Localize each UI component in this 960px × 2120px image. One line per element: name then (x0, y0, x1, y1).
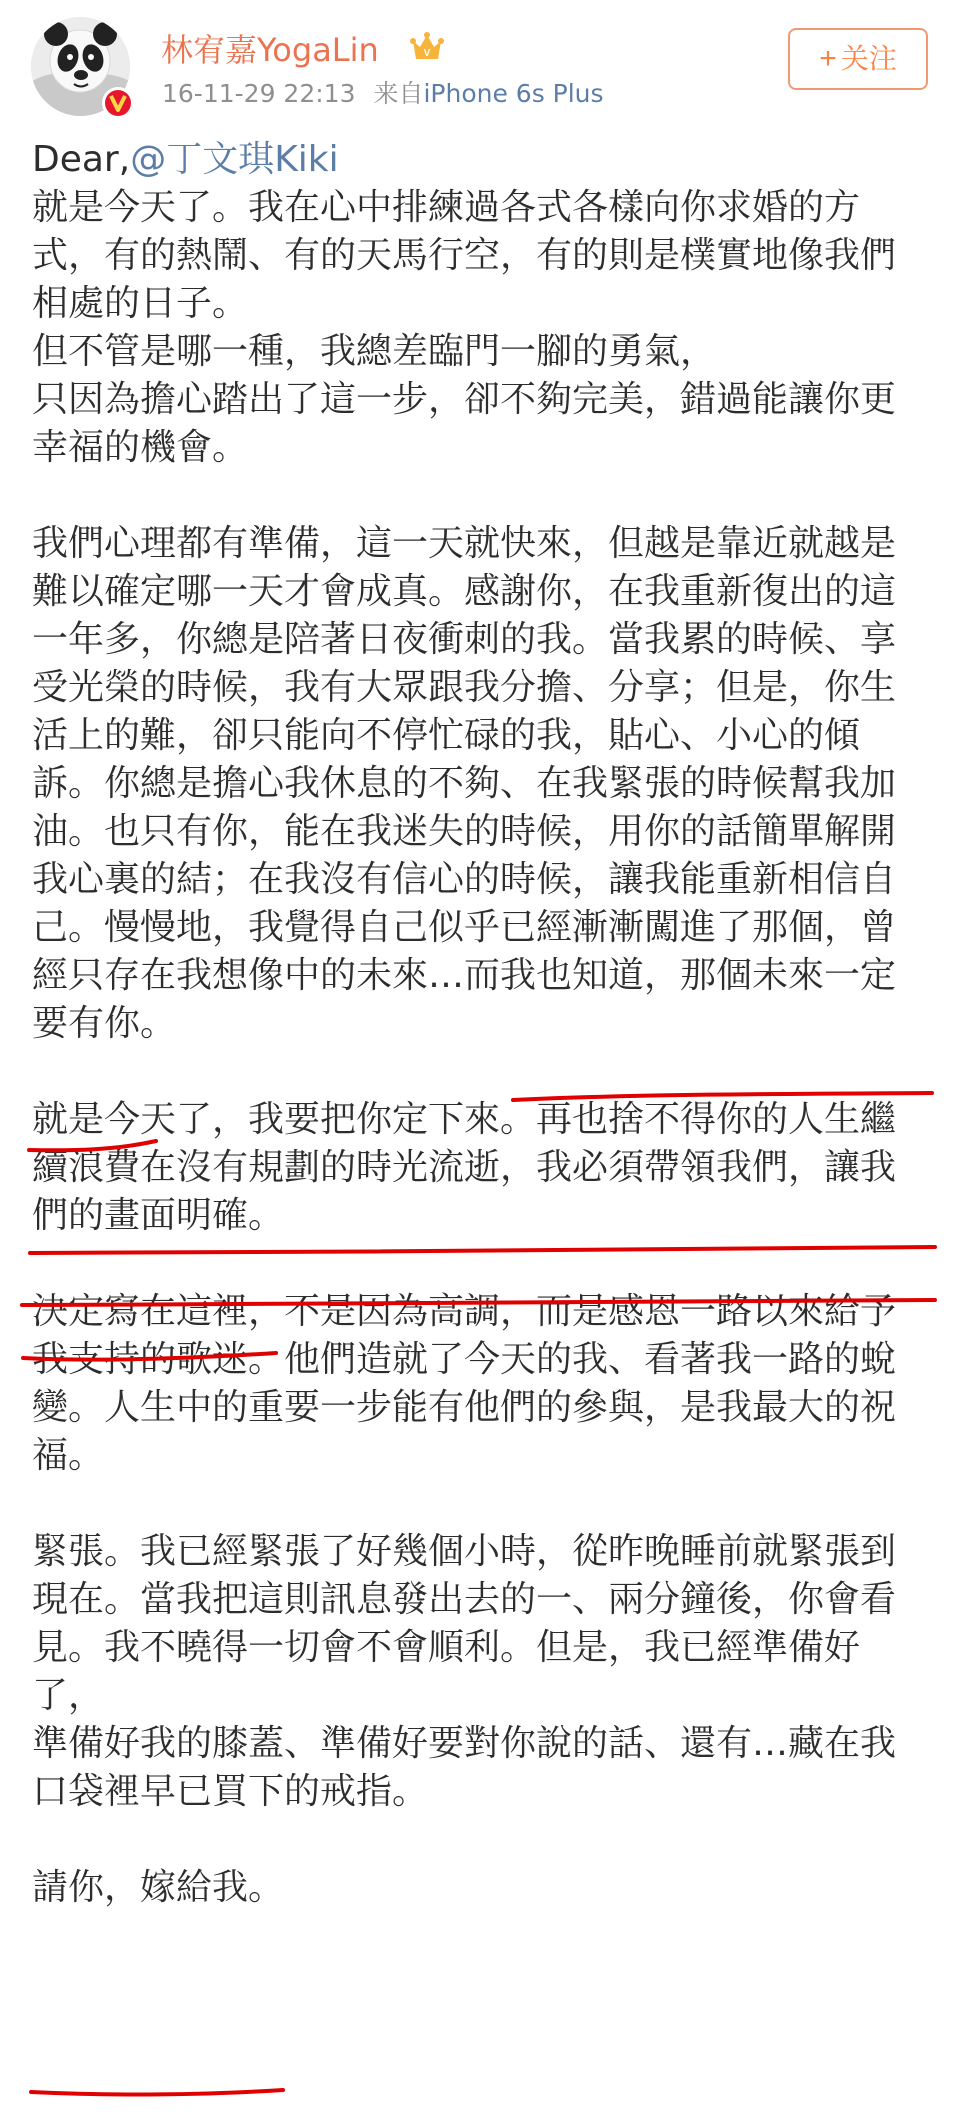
post-line: 只因為擔心踏出了這一步，卻不夠完美，錯過能讓你更 (32, 379, 897, 420)
post-time: 16-11-29 22:13 (162, 79, 356, 108)
post-line: 幸福的機會。 (32, 427, 249, 468)
post-line: 式，有的熱鬧、有的天馬行空，有的則是樸實地像我們 (32, 235, 897, 276)
paragraph-gap (32, 1048, 936, 1096)
post-line: 就是今天了，我要把你定下來。再也捨不得你的人生繼 (32, 1099, 897, 1140)
post-source[interactable]: iPhone 6s Plus (423, 79, 604, 108)
post-line: 難以確定哪一天才會成真。感謝你，在我重新復出的這 (32, 571, 897, 612)
plus-icon: + (819, 42, 837, 75)
post-line: 決定寫在這裡，不是因為高調，而是感恩一路以來給予 (32, 1291, 897, 1332)
post-line: 我們心理都有準備，這一天就快來，但越是靠近就越是 (32, 523, 897, 564)
post-line: 現在。當我把這則訊息發出去的一、兩分鐘後，你會看 (32, 1579, 897, 1620)
paragraph-gap (32, 1816, 936, 1864)
verified-v-icon (101, 86, 135, 120)
post-line: 我心裏的結；在我沒有信心的時候，讓我能重新相信自 (32, 859, 897, 900)
follow-button[interactable] (788, 28, 928, 90)
greeting-line (32, 136, 936, 184)
post-meta (162, 78, 604, 110)
post-body (32, 136, 936, 1912)
post-line: 了， (32, 1675, 105, 1716)
svg-text:V: V (423, 48, 431, 59)
greeting-prefix: Dear, (32, 139, 131, 180)
post-line: 一年多，你總是陪著日夜衝刺的我。當我累的時候、享 (32, 619, 897, 660)
post-line: 我支持的歌迷。他們造就了今天的我、看著我一路的蛻 (32, 1339, 897, 1380)
post-line: 們的畫面明確。 (32, 1195, 285, 1236)
paragraph-gap (32, 1480, 936, 1528)
post-line: 經只存在我想像中的未來…而我也知道，那個未來一定 (32, 955, 897, 996)
post-line: 見。我不曉得一切會不會順利。但是，我已經準備好 (32, 1627, 861, 1668)
username[interactable]: 林宥嘉YogaLin (161, 31, 379, 69)
post-line: 要有你。 (32, 1003, 177, 1044)
paragraph-gap (32, 472, 936, 520)
post-line: 準備好我的膝蓋、準備好要對你說的話、還有…藏在我 (32, 1723, 897, 1764)
follow-label: 关注 (840, 43, 897, 74)
post-line: 緊張。我已經緊張了好幾個小時，從昨晚睡前就緊張到 (32, 1531, 897, 1572)
mention-link[interactable]: @丁文琪Kiki (130, 139, 339, 180)
post-line: 受光榮的時候，我有大眾跟我分擔、分享；但是，你生 (32, 667, 897, 708)
post-header (0, 0, 960, 135)
post-line: 訴。你總是擔心我休息的不夠、在我緊張的時候幫我加 (32, 763, 897, 804)
post-line: 變。人生中的重要一步能有他們的參與，是我最大的祝 (32, 1387, 897, 1428)
post-line: 油。也只有你，能在我迷失的時候，用你的話簡單解開 (32, 811, 897, 852)
post-line: 相處的日子。 (32, 283, 249, 324)
post-line: 活上的難，卻只能向不停忙碌的我，貼心、小心的傾 (32, 715, 861, 756)
post-line: 己。慢慢地，我覺得自己似乎已經漸漸闖進了那個，曾 (32, 907, 897, 948)
post-line: 請你，嫁給我。 (32, 1867, 285, 1908)
post-line: 口袋裡早已買下的戒指。 (32, 1771, 429, 1812)
crown-icon (410, 31, 444, 65)
red-underline (31, 2090, 283, 2094)
post-line: 續浪費在沒有規劃的時光流逝，我必須帶領我們，讓我 (32, 1147, 897, 1188)
paragraph-gap (32, 1240, 936, 1288)
post-line: 就是今天了。我在心中排練過各式各樣向你求婚的方 (32, 187, 861, 228)
post-line: 但不管是哪一種，我總差臨門一腳的勇氣， (32, 331, 717, 372)
post-line: 福。 (32, 1435, 105, 1476)
source-prefix: 来自 (373, 79, 424, 108)
